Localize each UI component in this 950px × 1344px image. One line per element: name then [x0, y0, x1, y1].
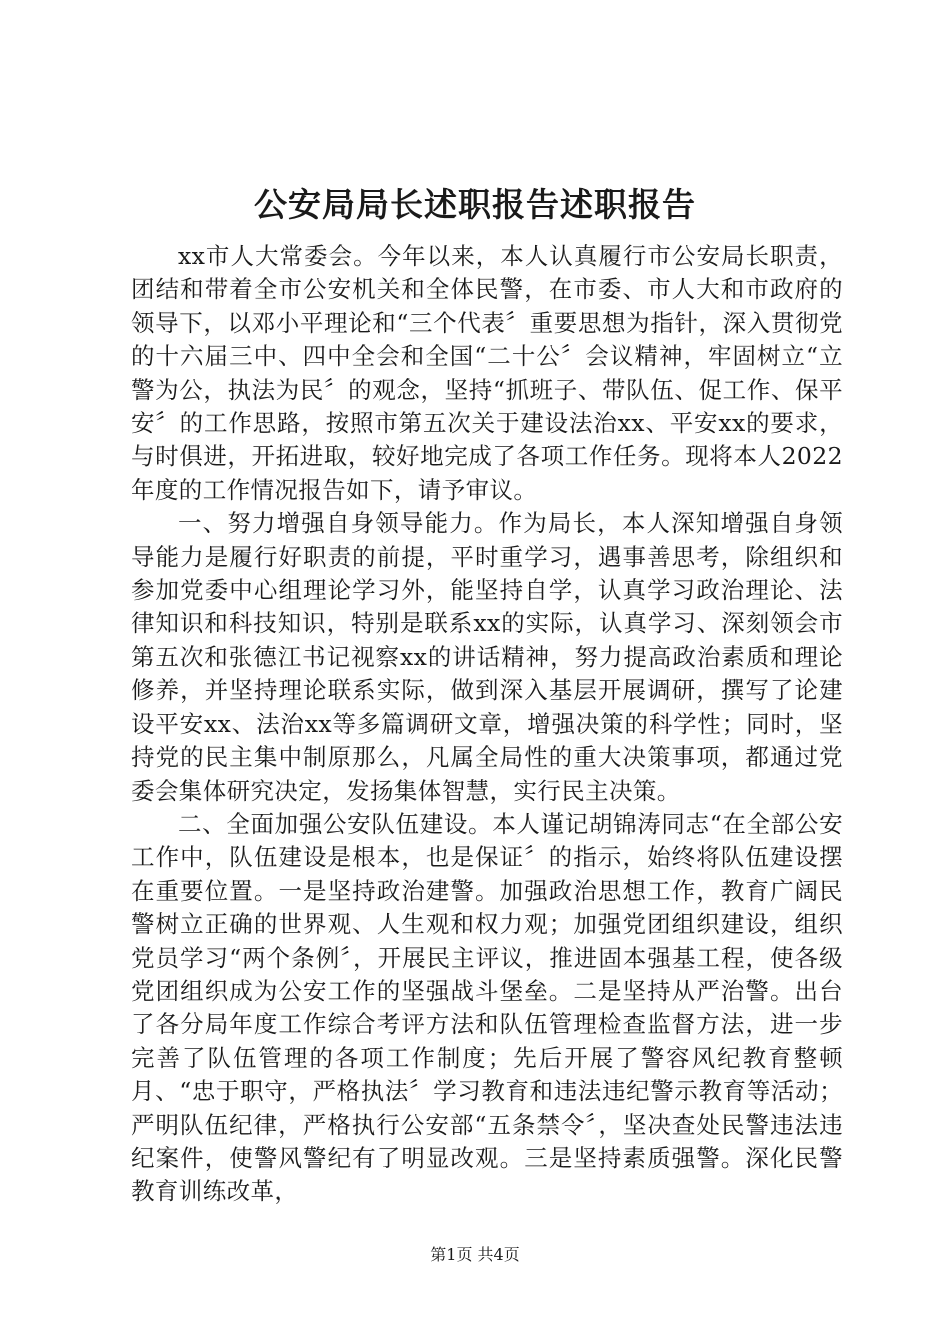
paragraph-section-2: 二、全面加强公安队伍建设。本人谨记胡锦涛同志“在全部公安工作中，队伍建设是根本，也是保证〞的指示，始终将队伍建设摆在重要位置。一是坚持政治建警。加强政治思想工作，教育广阔民警树立正确的世界观、人生观和权力观；加强党团组织建设，组织党员学习“两个条例〞，开展民主评议，推进固本强基工程，使各级党团组织成为公安工作的坚强战斗堡垒。二是坚持从严治警。出台了各分局年度工作综合考评方法和队伍管理检查监督方法，进一步完善了队伍管理的各项工作制度；先后开展了警容风纪教育整顿月、“忠于职守，严格执法〞学习教育和违法违纪警示教育等活动；严明队伍纪律，严格执行公安部“五条禁令〞，坚决查处民警违法违纪案件，使警风警纪有了明显改观。三是坚持素质强警。深化民警教育训练改革，: [131, 809, 843, 1206]
page-footer: 第1页 共4页: [430, 1245, 520, 1264]
document-title: 公安局局长述职报告述职报告: [254, 185, 696, 224]
paragraph-section-1: 一、努力增强自身领导能力。作为局长，本人深知增强自身领导能力是履行好职责的前提，平时重学习，遇事善思考，除组织和参加党委中心组理论学习外，能坚持自学，认真学习政治理论、法律知识和科技知识，特别是联系xx的实际，认真学习、深刻领会市第五次和张德江书记视察xx的讲话精神，努力提高政治素质和理论修养，并坚持理论联系实际，做到深入基层开展调研，撰写了论建设平安xx、法治xx等多篇调研文章，增强决策的科学性；同时，坚持党的民主集中制原那么，凡属全局性的重大决策事项，都通过党委会集体研究决定，发扬集体智慧，实行民主决策。: [131, 509, 843, 805]
paragraph-intro: xx市人大常委会。今年以来，本人认真履行市公安局长职责，团结和带着全市公安机关和全体民警，在市委、市人大和市政府的领导下，以邓小平理论和“三个代表〞重要思想为指针，深入贯彻党的十六届三中、四中全会和全国“二十公〞会议精神，牢固树立“立警为公，执法为民〞的观念，坚持“抓班子、带队伍、促工作、保平安〞的工作思路，按照市第五次关于建设法治xx、平安xx的要求，与时俱进，开拓进取，较好地完成了各项工作任务。现将本人2022年度的工作情况报告如下，请予审议。: [131, 242, 843, 504]
document-body: [131, 240, 843, 1209]
